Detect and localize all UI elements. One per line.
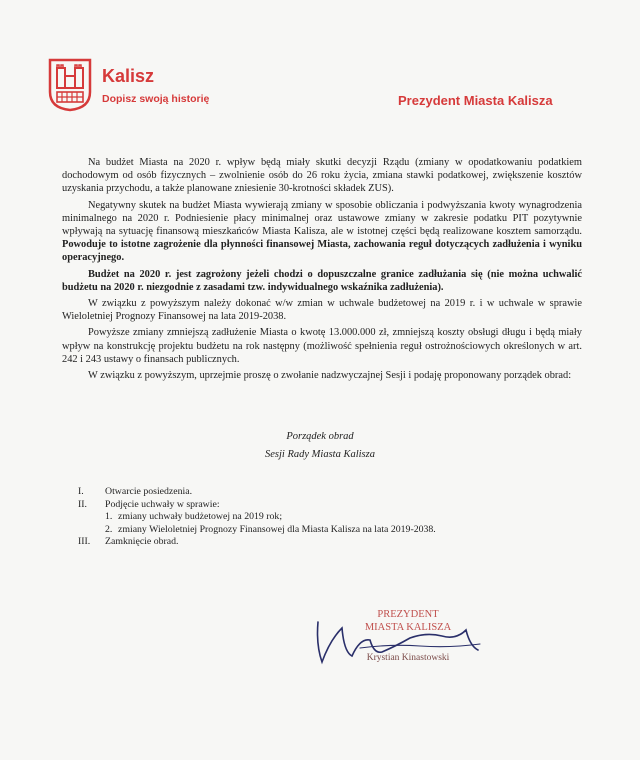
paragraph-4: W związku z powyższym należy dokonać w/w zmian w uchwale budżetowej na 2019 r. i w uchwale w sprawie Wieloletniej Prognozy Finansowej na lata 2019-2038. xyxy=(62,298,582,323)
stamp-office: MIASTA KALISZA xyxy=(364,622,452,633)
agenda-list xyxy=(78,486,538,549)
handwritten-signature xyxy=(300,610,490,670)
brand-tagline: Dopisz swoją historię xyxy=(102,93,210,105)
agenda-subitem-number: 2. xyxy=(105,523,113,535)
agenda-subitem xyxy=(78,511,538,524)
paragraph-3 xyxy=(62,268,582,294)
agenda-item-number: III. xyxy=(78,536,91,547)
paragraph-1: Na budżet Miasta na 2020 r. wpływ będą miały skutki decyzji Rządu (zmiany w opodatkowaniu podatkiem dochodowym od osób fizycznych – zwolnienie osób do 26 roku życia, zmiana stawki podatkowej, zwiększenie kosztów uzyskania przychodu, a także planowane zniesienie 30-krotności składek ZUS). xyxy=(62,157,582,195)
agenda-item-text: Zamknięcie obrad. xyxy=(105,536,179,547)
kalisz-coat-of-arms-logo xyxy=(48,58,92,112)
agenda-item-text: Podjęcie uchwały w sprawie: xyxy=(105,498,220,510)
brand-name: Kalisz xyxy=(102,66,155,86)
agenda-title: Porządek obrad xyxy=(286,431,354,442)
stamp-title: PREZYDENT xyxy=(377,609,439,620)
office-title: Prezydent Miasta Kalisza xyxy=(398,93,553,108)
agenda-item xyxy=(78,536,538,549)
paragraph-2-text: Negatywny skutek na budżet Miasta wywierają zmiany w sposobie obliczania i podwyższania kwoty wynagrodzenia minimalnego na 2020 r. Podniesienie płacy minimalnej oraz ustawowe zmiany w zakresie podatku PIT pozytywnie wpływają na sytuację finansową mieszkańców Miasta Kalisza, ale w istotnej części będą realizowane kosztem samorządu. xyxy=(62,199,582,238)
agenda-item xyxy=(78,486,538,499)
paragraph-3-text: Budżet na 2020 r. jest zagrożony jeżeli chodzi o dopuszczalne granice zadłużania się (nie można uchwalić budżetu na 2020 r. niezgodnie z zasadami tzw. indywidualnego wskaźnika zadłużenia). xyxy=(62,268,582,293)
paragraph-2 xyxy=(62,199,582,265)
agenda-subitem-text: zmiany Wieloletniej Prognozy Finansowej dla Miasta Kalisza na lata 2019-2038. xyxy=(118,523,436,535)
letter-body xyxy=(62,156,582,385)
agenda-item-text: Otwarcie posiedzenia. xyxy=(105,486,193,497)
stamp-signatory-name: Krystian Kinastowski xyxy=(366,653,450,663)
agenda-subitem-text: zmiany uchwały budżetowej na 2019 rok; xyxy=(118,511,283,522)
agenda-subtitle: Sesji Rady Miasta Kalisza xyxy=(265,449,375,460)
agenda-item-number: II. xyxy=(78,498,87,510)
paragraph-2-emphasis: Powoduje to istotne zagrożenie dla płynności finansowej Miasta, zachowania reguł dotyczących zadłużenia i wyniku operacyjnego. xyxy=(62,239,582,264)
paragraph-6: W związku z powyższym, uprzejmie proszę o zwołanie nadzwyczajnej Sesji i podaję proponowany porządek obrad: xyxy=(88,370,572,382)
paragraph-5: Powyższe zmiany zmniejszą zadłużenie Miasta o kwotę 13.000.000 zł, zmniejszą koszty obsługi długu i będą miały wpływ na konstrukcję projektu budżetu na rok następny (możliwość spełnienia reguł ostrożnościowych określonych w art. 242 i 243 ustawy o finansach publicznych. xyxy=(62,327,582,365)
agenda-item-number: I. xyxy=(78,486,84,497)
agenda-item xyxy=(78,499,538,512)
agenda-subitem-number: 1. xyxy=(105,511,113,522)
agenda-subitem xyxy=(78,524,538,537)
